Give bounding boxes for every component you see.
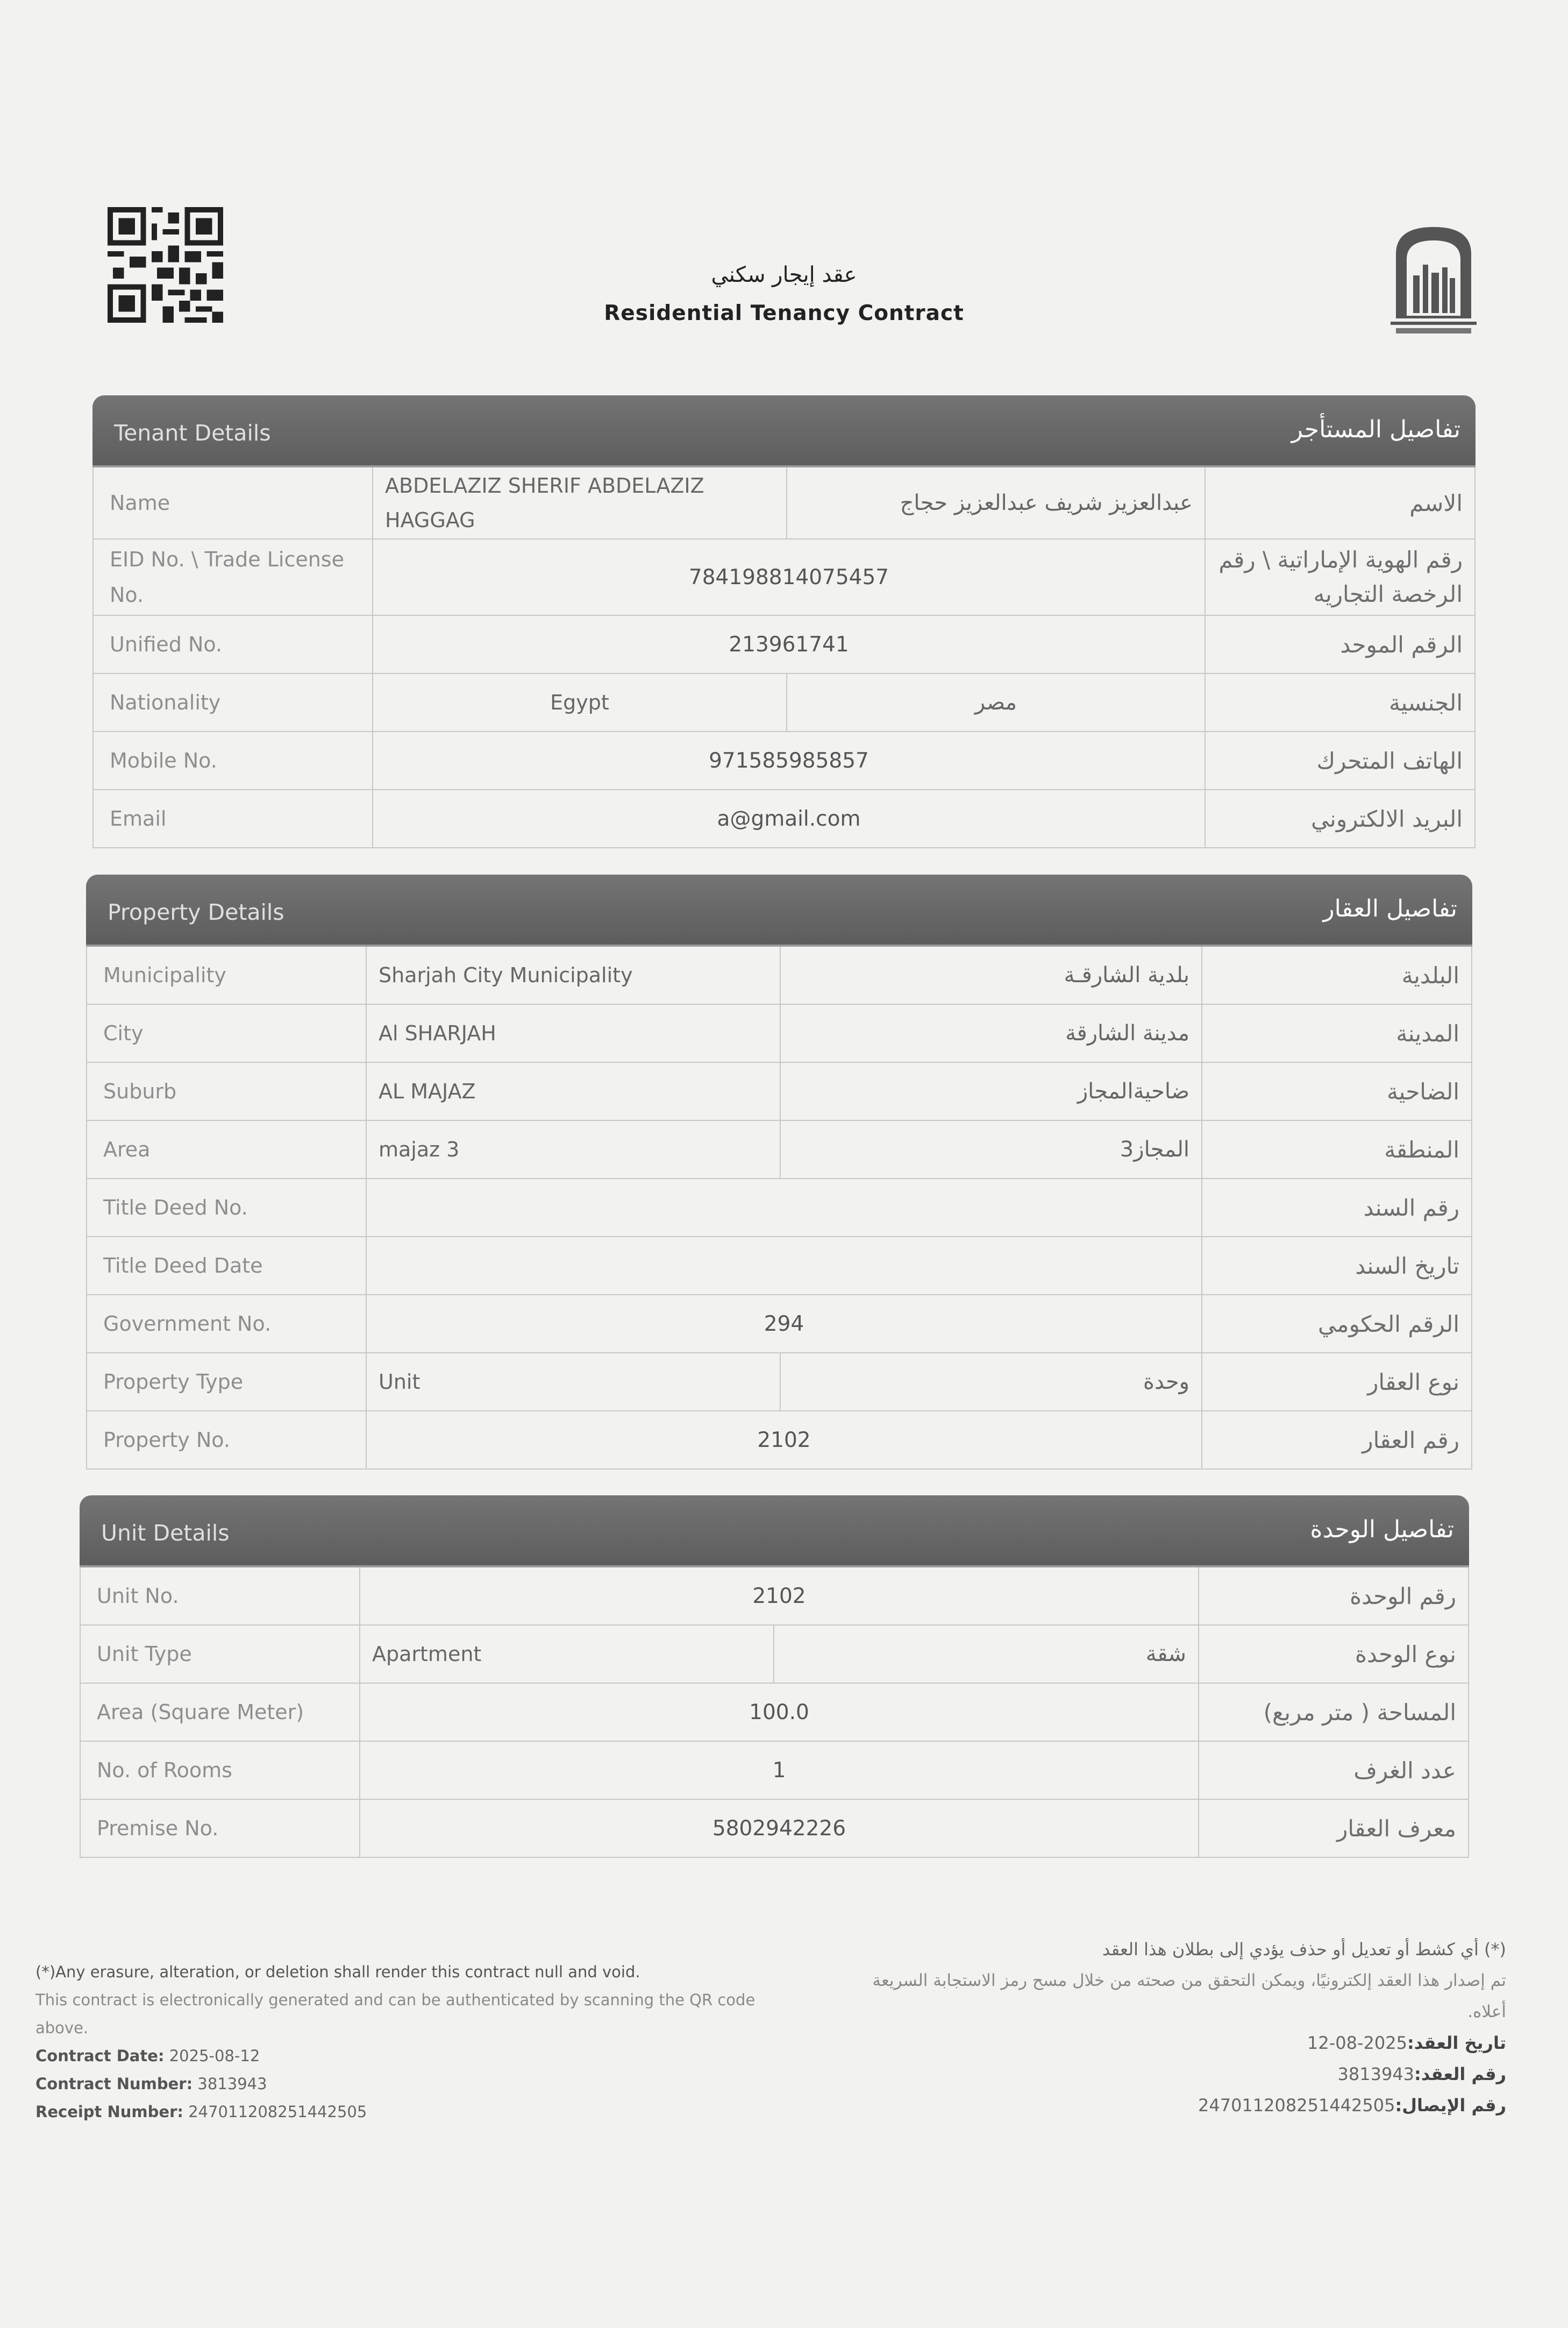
row-value: a@gmail.com [373,790,1206,847]
table-row [86,1411,1472,1470]
section-title-ar: تفاصيل العقار [1323,895,1457,922]
row-value: 971585985857 [373,732,1206,789]
row-label-en: City [87,1005,367,1062]
row-value-en: Unit [367,1353,781,1410]
row-label-en: Mobile No. [94,732,373,789]
row-value-ar: شقة [774,1626,1199,1683]
receipt-number-line [35,2098,778,2126]
row-label-ar: رقم السند [1363,1194,1459,1221]
row-value: 100.0 [360,1684,1199,1741]
table-row [86,1295,1472,1353]
footer-note-en: (*)Any erasure, alteration, or deletion shall render this contract null and void. [35,1963,640,1981]
row-label-en: Name [94,467,373,538]
table-row [86,1179,1472,1237]
contract-date-line-ar [834,2027,1506,2059]
row-value-en: ABDELAZIZ SHERIF ABDELAZIZ HAGGAG [373,467,787,538]
row-label-ar: الضاحية [1387,1078,1459,1105]
row-value-ar: عبدالعزيز شريف عبدالعزيز حجاج [787,467,1206,538]
row-label-ar: رقم العقار [1362,1426,1459,1453]
row-label-ar: الجنسية [1389,689,1463,716]
contract-date-value: 2025-08-12 [169,2047,260,2065]
tenant-details-section [92,395,1476,848]
table-row [92,540,1476,616]
title-arabic: عقد إيجار سكني [711,262,857,287]
row-value-en: Sharjah City Municipality [367,947,781,1004]
row-label-en: Title Deed No. [87,1179,367,1236]
row-value-en: majaz 3 [367,1121,781,1178]
table-row [86,947,1472,1005]
footer-note-ar: (*) أي كشط أو تعديل أو حذف يؤدي إلى بطلان هذا العقد [1102,1939,1506,1960]
section-title-ar: تفاصيل الوحدة [1310,1516,1454,1543]
receipt-number-value: 247011208251442505 [188,2103,367,2121]
row-value-ar: وحدة [781,1353,1202,1410]
row-label-en: Property Type [87,1353,367,1410]
property-details-header [86,875,1472,945]
footer-english [35,1958,778,2126]
row-label-ar: معرف العقار [1337,1815,1456,1842]
contract-number-line-ar [834,2059,1506,2090]
row-label-ar: البريد الالكتروني [1311,805,1463,832]
row-label-ar: رقم الوحدة [1350,1582,1456,1609]
row-label-en: Unit Type [81,1626,360,1683]
row-label-en: Government No. [87,1295,367,1352]
row-value: 2102 [367,1411,1202,1468]
row-label-ar: الرقم الحكومي [1318,1310,1459,1337]
row-value-en: AL MAJAZ [367,1063,781,1120]
row-label-en: Property No. [87,1411,367,1468]
row-label-en: Unit No. [81,1567,360,1624]
table-row [80,1742,1469,1800]
row-value-en: Al SHARJAH [367,1005,781,1062]
row-label-en: Premise No. [81,1800,360,1857]
contract-date-line [35,2042,778,2070]
row-label-ar: المساحة ( متر مربع) [1263,1699,1456,1726]
footer-generated-ar: تم إصدار هذا العقد إلكترونيًا، ويمكن التحقق من صحته من خلال مسح رمز الاستجابة السريعة أعلاه. [872,1971,1506,2021]
footer-arabic [834,1934,1506,2121]
row-label-ar: الاسم [1409,489,1463,516]
row-label-en: Title Deed Date [87,1237,367,1294]
row-value: 1 [360,1742,1199,1799]
table-row [92,674,1476,732]
table-row [86,1005,1472,1063]
row-value [367,1179,1202,1236]
table-row [80,1684,1469,1742]
table-row [86,1063,1472,1121]
property-details-section [86,875,1472,1470]
row-label-en: Area (Square Meter) [81,1684,360,1741]
table-row [80,1800,1469,1858]
row-label-ar: الرقم الموحد [1340,631,1463,658]
row-value: 2102 [360,1567,1199,1624]
row-value: 784198814075457 [373,540,1206,615]
table-row [92,616,1476,674]
row-value-ar: المجاز3 [781,1121,1202,1178]
table-row [92,732,1476,790]
row-label-ar: رقم الهوية الإماراتية \ رقم الرخصة التجاريه [1218,546,1463,607]
row-label-en: Area [87,1121,367,1178]
row-label-en: Unified No. [94,616,373,673]
receipt-number-value-ar: 247011208251442505 [1198,2095,1395,2116]
row-label-en: Municipality [87,947,367,1004]
contract-date-label: Contract Date: [35,2047,165,2065]
table-row [86,1237,1472,1295]
row-label-ar: نوع الوحدة [1355,1641,1456,1667]
row-value: 5802942226 [360,1800,1199,1857]
row-value-en: Egypt [373,674,787,731]
receipt-number-label: Receipt Number: [35,2103,183,2121]
row-value [367,1237,1202,1294]
receipt-number-line-ar [834,2090,1506,2121]
section-title-ar: تفاصيل المستأجر [1291,416,1460,443]
contract-number-label: Contract Number: [35,2075,193,2093]
row-label-en: Email [94,790,373,847]
table-row [80,1567,1469,1626]
row-value-en: Apartment [360,1626,774,1683]
row-label-ar: عدد الغرف [1353,1757,1456,1784]
table-row [80,1626,1469,1684]
receipt-number-label-ar: رقم الإيصال: [1395,2095,1506,2116]
unit-details-header [80,1495,1469,1565]
unit-details-section [80,1495,1469,1858]
contract-number-value-ar: 3813943 [1337,2064,1415,2084]
row-label-en: No. of Rooms [81,1742,360,1799]
contract-number-label-ar: رقم العقد: [1414,2064,1506,2084]
row-label-ar: البلدية [1401,962,1459,989]
title-english: Residential Tenancy Contract [604,301,964,325]
row-label-en: Nationality [94,674,373,731]
row-label-ar: الهاتف المتحرك [1316,747,1463,774]
section-title-en: Property Details [108,899,284,925]
contract-date-value-ar: 2025-08-12 [1307,2033,1407,2053]
footer-generated-en: This contract is electronically generated and can be authenticated by scanning the QR code above. [35,1991,756,2037]
row-label-en: Suburb [87,1063,367,1120]
row-label-ar: المنطقة [1384,1136,1459,1163]
row-label-en: EID No. \ Trade License No. [94,540,373,615]
row-label-ar: نوع العقار [1367,1368,1459,1395]
row-label-ar: المدينة [1396,1020,1459,1047]
section-title-en: Tenant Details [114,420,271,446]
table-row [92,467,1476,540]
row-value-ar: ضاحيةالمجاز [781,1063,1202,1120]
row-value-ar: مصر [787,674,1206,731]
contract-number-value: 3813943 [197,2075,267,2093]
table-row [86,1121,1472,1179]
row-value-ar: بلدية الشارقـة [781,947,1202,1004]
row-value-ar: مدينة الشارقة [781,1005,1202,1062]
table-row [92,790,1476,848]
tenant-details-header [92,395,1476,465]
row-value: 213961741 [373,616,1206,673]
row-value: 294 [367,1295,1202,1352]
contract-date-label-ar: تاريخ العقد: [1407,2033,1506,2053]
table-row [86,1353,1472,1411]
contract-number-line [35,2070,778,2098]
row-label-ar: تاريخ السند [1355,1252,1459,1279]
section-title-en: Unit Details [101,1520,230,1546]
